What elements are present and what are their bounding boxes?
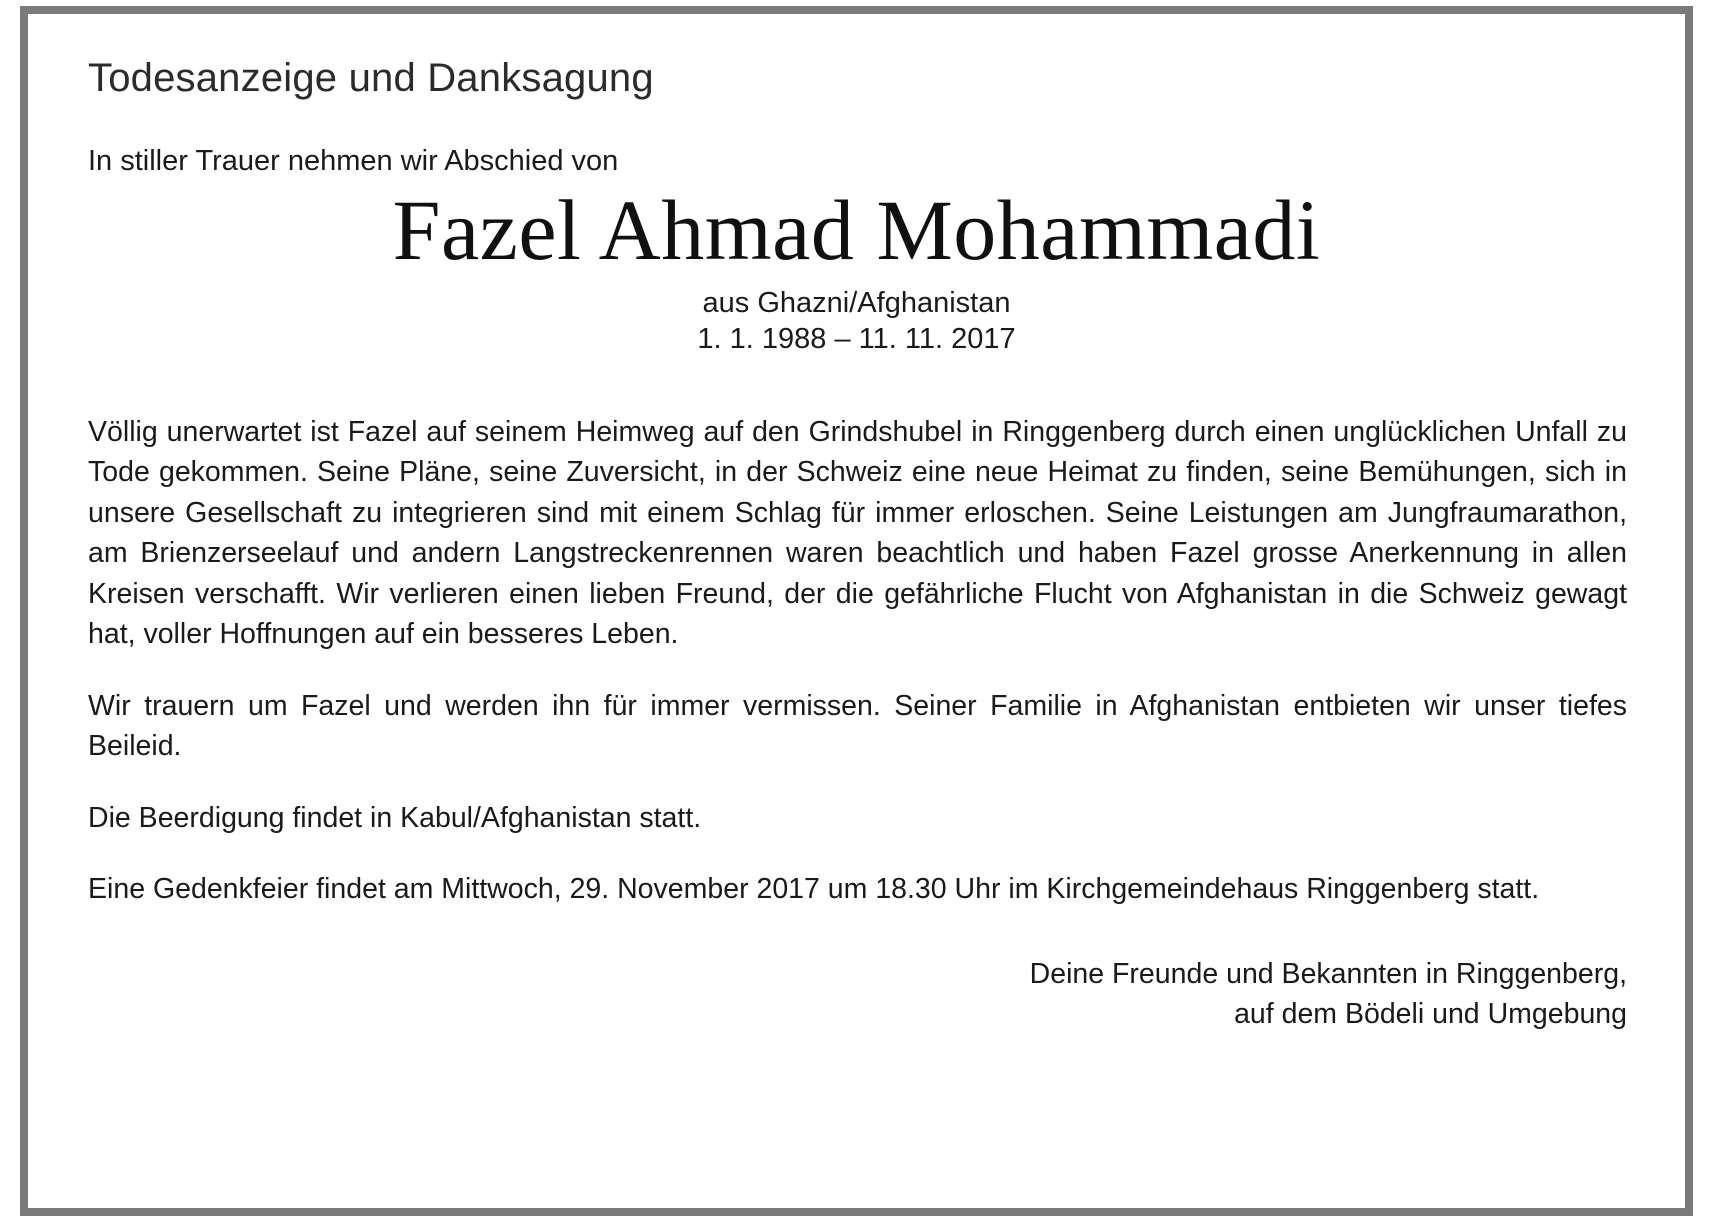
obituary-paragraph: Völlig unerwartet ist Fazel auf seinem Heimweg auf den Grindshubel in Ringgenberg durch einen unglücklichen Unfall zu Tode gekommen. Seine Pläne, seine Zuversicht, in der Schweiz eine neue Heimat zu finden, seine Bemühungen, sich in unsere Gesellschaft zu integrieren sind mit einem Schlag für immer erloschen. Seine Leistungen am Jungfraumarathon, am Brienzerseelauf und andern Langstreckenrennen waren beachtlich und haben Fazel grosse Anerkennung in allen Kreisen verschafft. Wir verlieren einen lieben Freund, der die gefährliche Flucht von Afghanistan in die Schweiz gewagt hat, voller Hoffnungen auf ein besseres Leben. — [88, 415, 1627, 651]
obituary-paragraph: Eine Gedenkfeier findet am Mittwoch, 29. November 2017 um 18.30 Uhr im Kirchgemeindehaus Ringgenberg statt. — [88, 873, 1540, 906]
signature-line-1: Deine Freunde und Bekannten in Ringgenberg, — [1029, 957, 1627, 990]
notice-intro-text: In stiller Trauer nehmen wir Abschied von — [88, 145, 619, 177]
deceased-origin: aus Ghazni/Afghanistan — [702, 286, 1011, 319]
deceased-name: Fazel Ahmad Mohammadi — [392, 182, 1321, 278]
obituary-paragraph: Wir trauern um Fazel und werden ihn für immer vermissen. Seiner Familie in Afghanistan entbieten wir unser tiefes Beileid. — [88, 689, 1627, 763]
obituary-content — [84, 56, 1629, 1202]
obituary-notice-frame — [20, 6, 1693, 1216]
deceased-name-block — [84, 184, 1629, 356]
deceased-dates: 1. 1. 1988 – 11. 11. 2017 — [697, 322, 1016, 355]
signature-line-2: auf dem Bödeli und Umgebung — [1234, 998, 1627, 1031]
notice-headline: Todesanzeige und Danksagung — [88, 56, 654, 100]
signature-block — [84, 954, 1629, 1035]
obituary-paragraph: Die Beerdigung findet in Kabul/Afghanistan statt. — [88, 801, 702, 834]
